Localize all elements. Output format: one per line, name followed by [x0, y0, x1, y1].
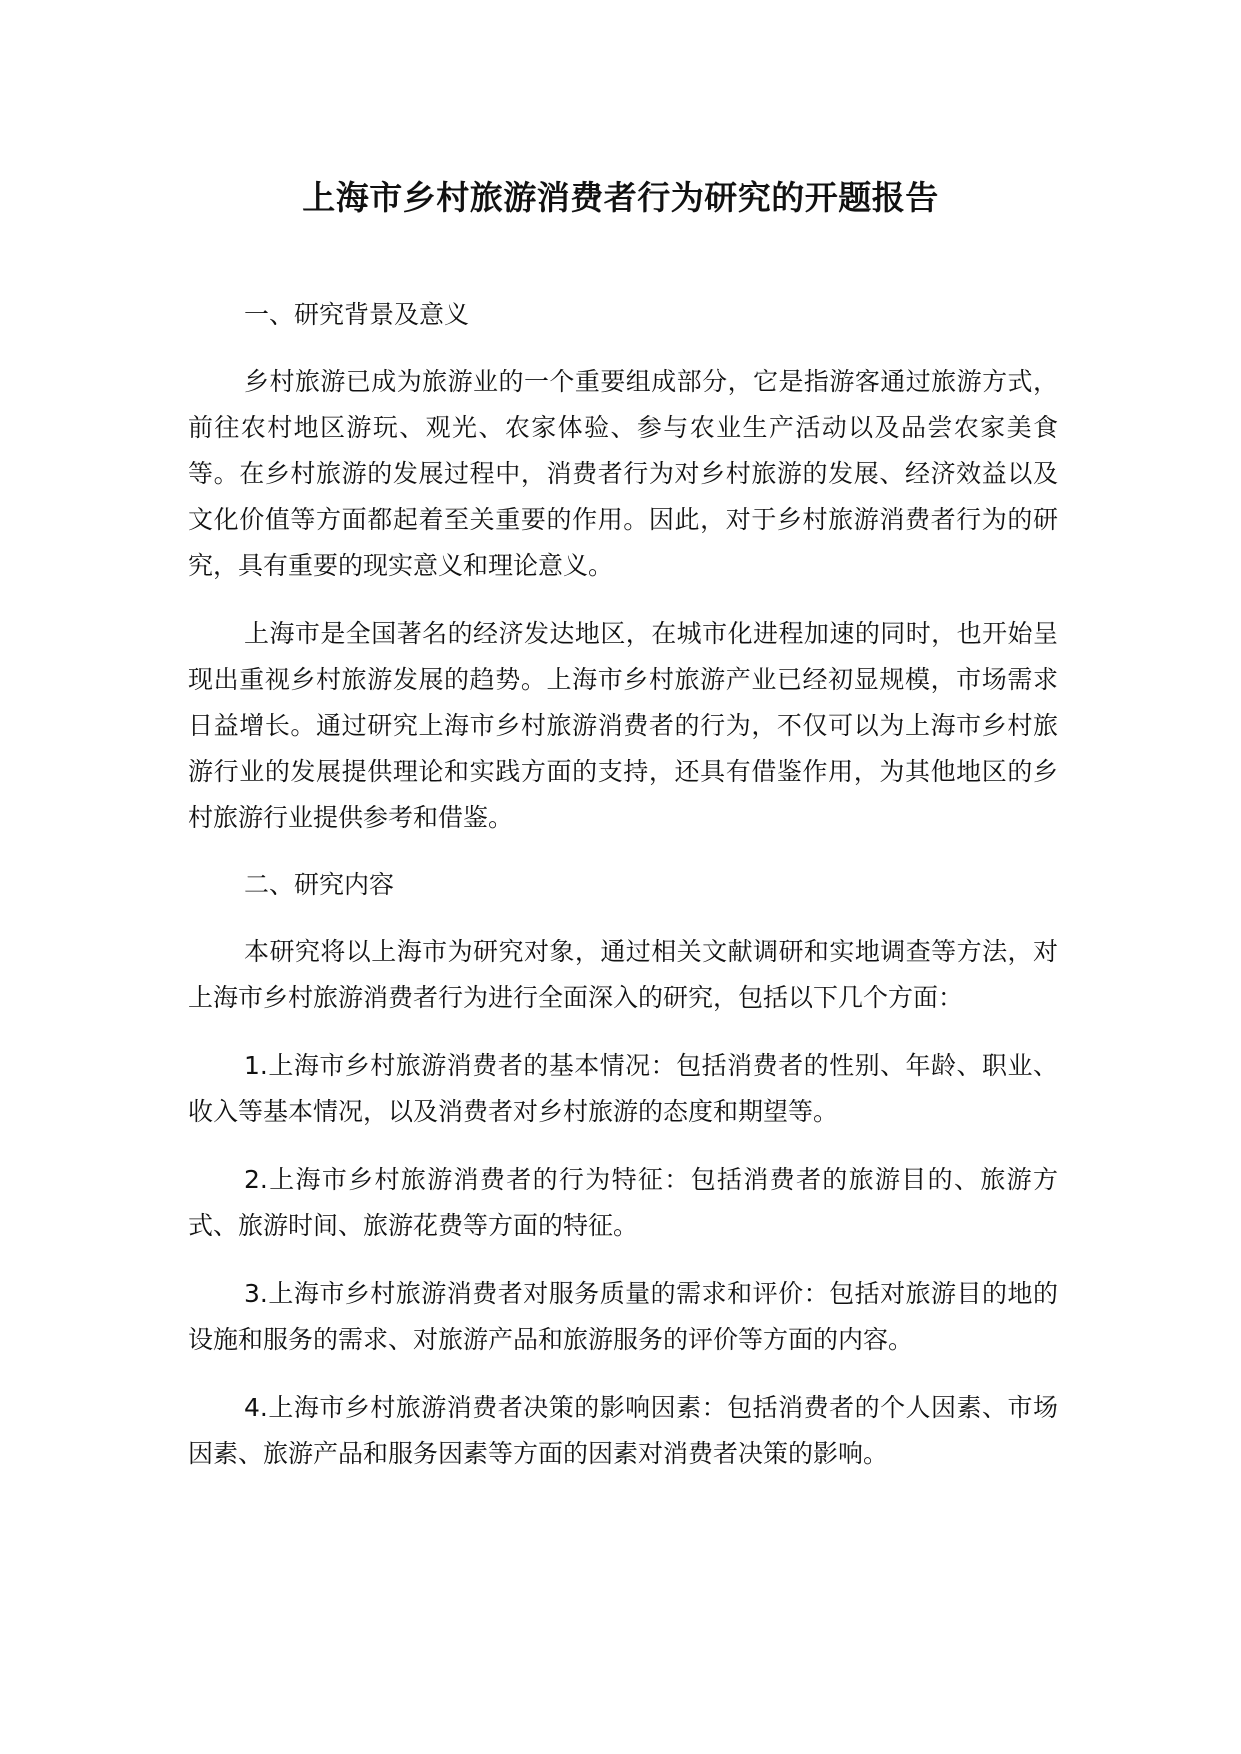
section-heading-content: 二、研究内容 — [244, 870, 395, 899]
paragraph-background-1: 乡村旅游已成为旅游业的一个重要组成部分，它是指游客通过旅游方式，前往农村地区游玩、观光、农家体验、参与农业生产活动以及品尝农家美食等。在乡村旅游的发展过程中，消费者行为对乡村旅游的发展、经济效益以及文化价值等方面都起着至关重要的作用。因此，对于乡村旅游消费者行为的研究，具有重要的现实意义和理论意义。 — [188, 367, 1058, 580]
list-item: 3.上海市乡村旅游消费者对服务质量的需求和评价：包括对旅游目的地的设施和服务的需求、对旅游产品和旅游服务的评价等方面的内容。 — [188, 1279, 1058, 1354]
list-item: 4.上海市乡村旅游消费者决策的影响因素：包括消费者的个人因素、市场因素、旅游产品和服务因素等方面的因素对消费者决策的影响。 — [188, 1393, 1058, 1468]
paragraph-background-2: 上海市是全国著名的经济发达地区，在城市化进程加速的同时，也开始呈现出重视乡村旅游发展的趋势。上海市乡村旅游产业已经初显规模，市场需求日益增长。通过研究上海市乡村旅游消费者的行为，不仅可以为上海市乡村旅游行业的发展提供理论和实践方面的支持，还具有借鉴作用，为其他地区的乡村旅游行业提供参考和借鉴。 — [188, 619, 1058, 832]
paragraph-content-intro: 本研究将以上海市为研究对象，通过相关文献调研和实地调查等方法，对上海市乡村旅游消费者行为进行全面深入的研究，包括以下几个方面： — [188, 937, 1058, 1012]
section-heading-background: 一、研究背景及意义 — [244, 300, 470, 329]
document-body — [188, 293, 1058, 1499]
list-item: 2.上海市乡村旅游消费者的行为特征：包括消费者的旅游目的、旅游方式、旅游时间、旅游花费等方面的特征。 — [188, 1165, 1058, 1240]
list-item: 1.上海市乡村旅游消费者的基本情况：包括消费者的性别、年龄、职业、收入等基本情况，以及消费者对乡村旅游的态度和期望等。 — [188, 1051, 1058, 1126]
document-title: 上海市乡村旅游消费者行为研究的开题报告 — [302, 178, 939, 217]
